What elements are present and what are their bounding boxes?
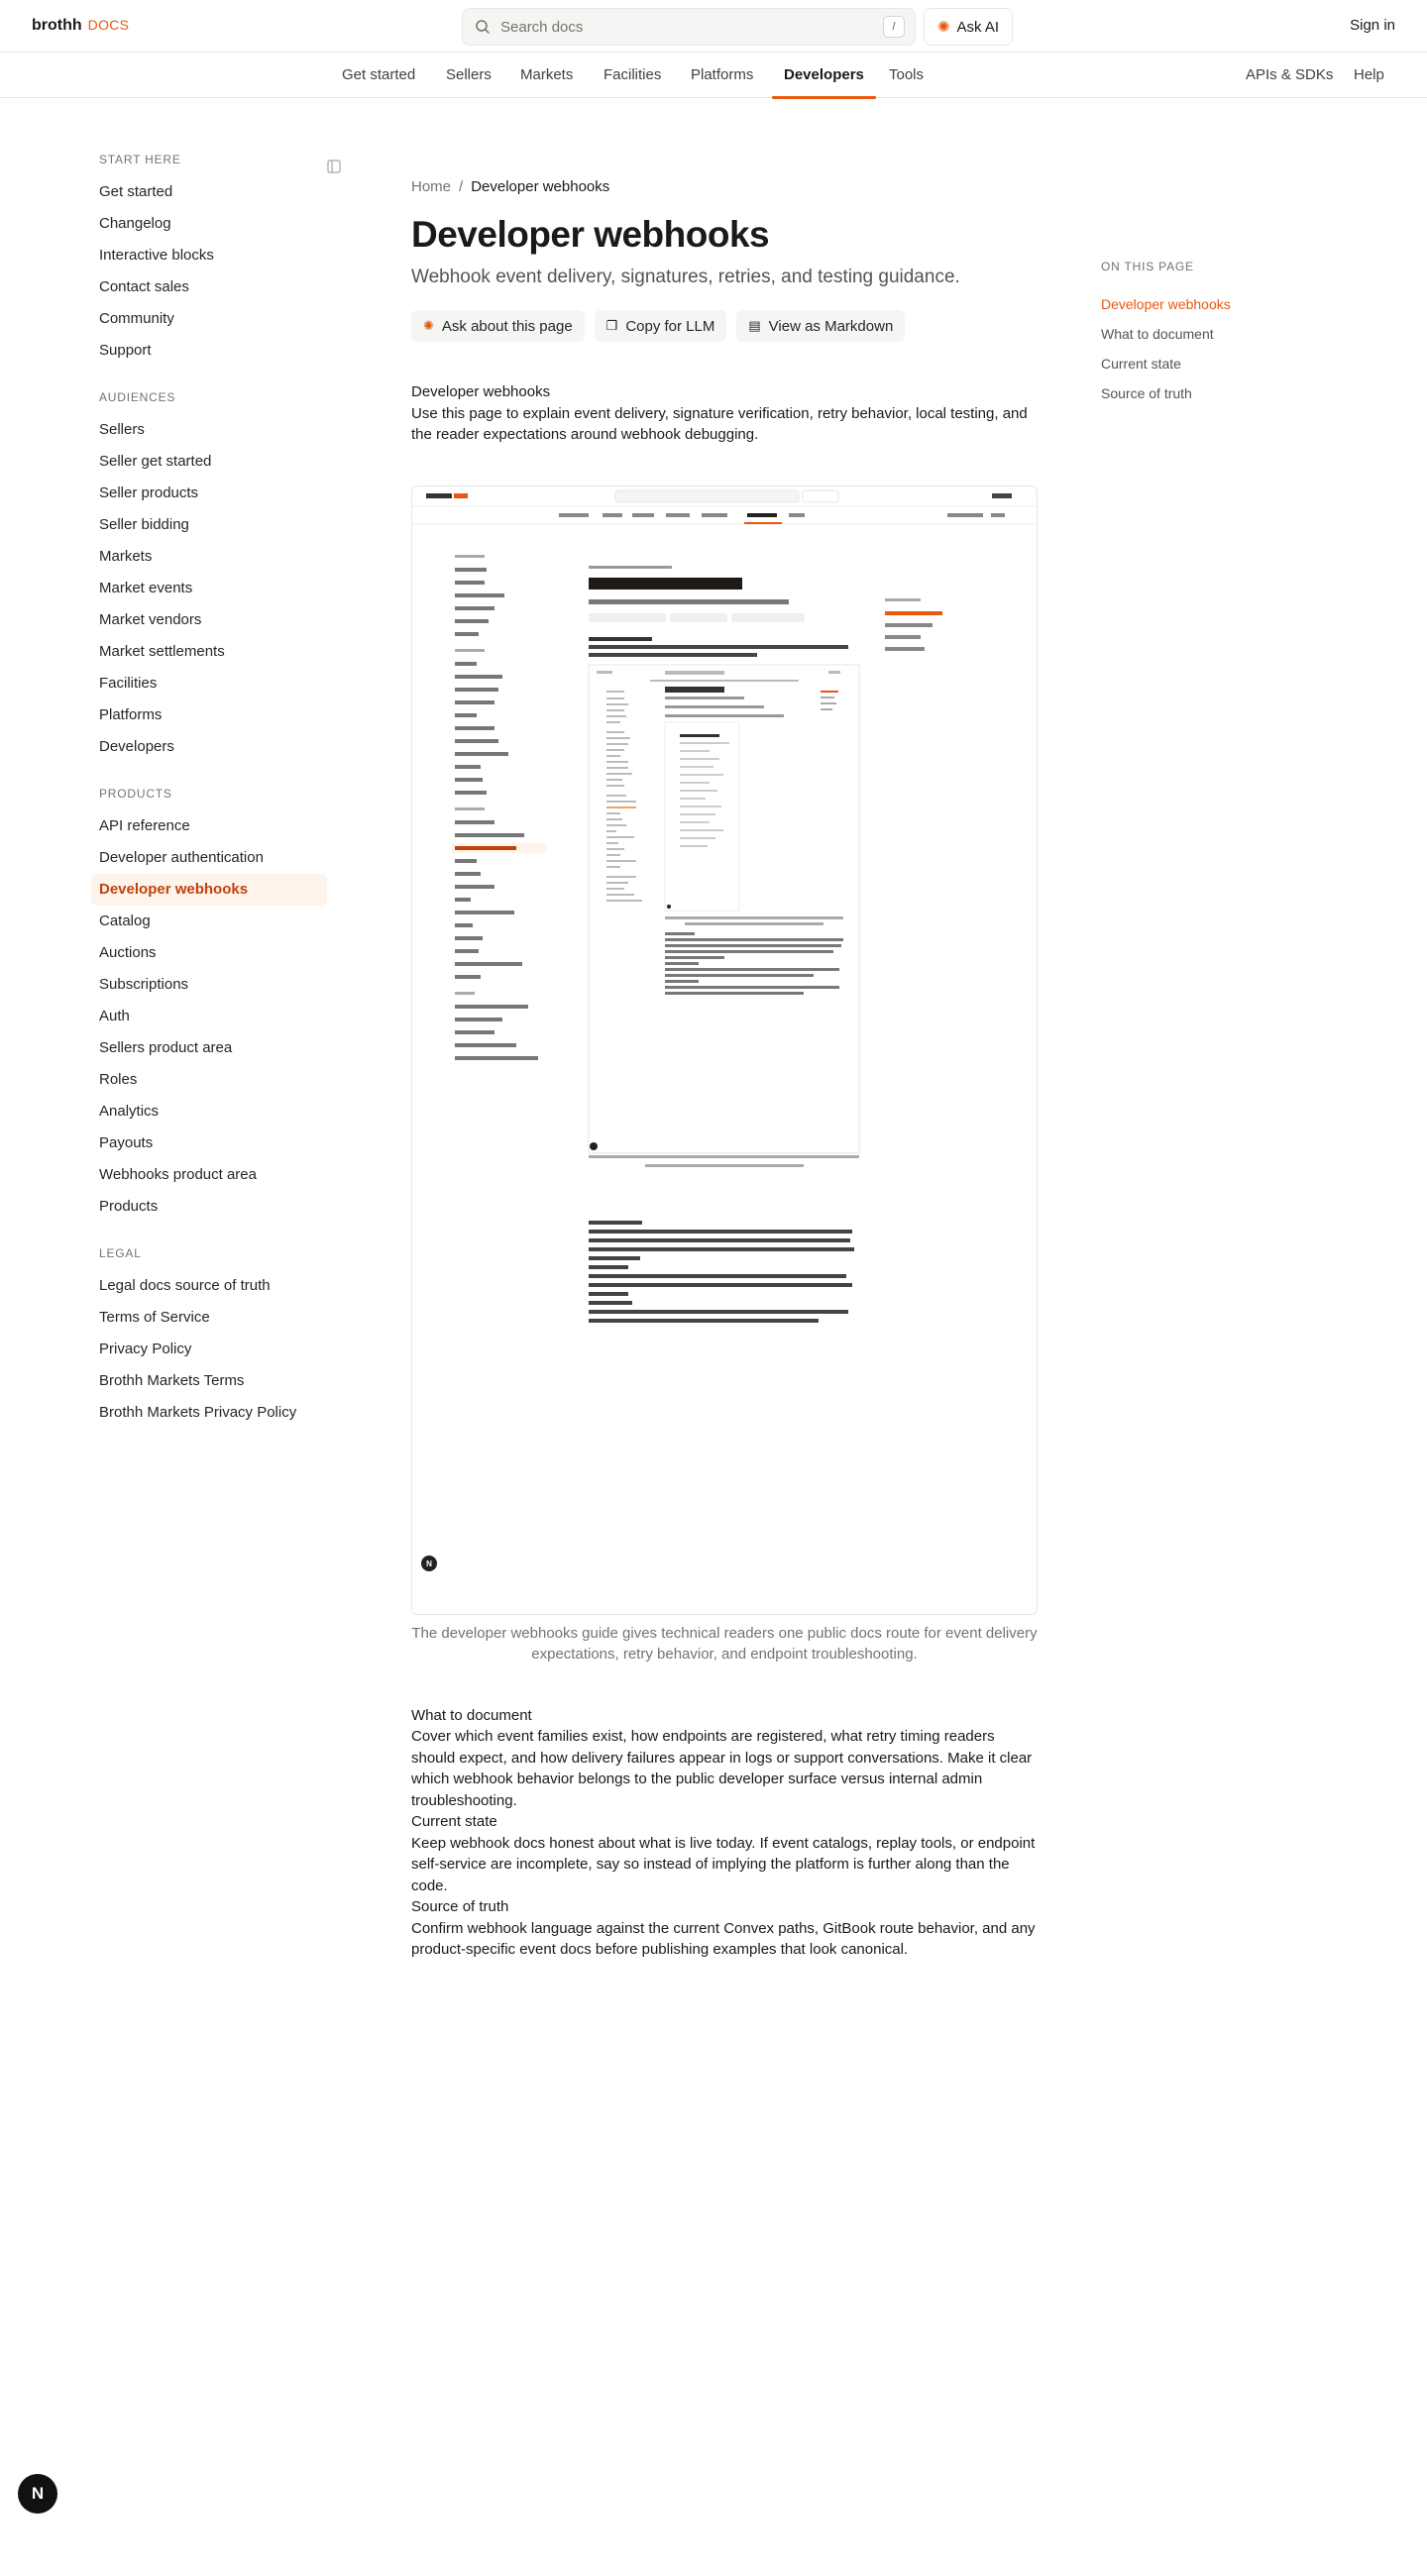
tab-markets[interactable]: Markets — [520, 66, 574, 83]
search-icon — [475, 19, 491, 35]
view-as-markdown-label: View as Markdown — [768, 317, 894, 335]
search-shortcut-key: / — [883, 16, 905, 38]
sidebar-section-title: AUDIENCES — [99, 390, 176, 404]
section-heading-source-of-truth: Source of truth — [411, 1898, 509, 1915]
sidebar-item-auth[interactable]: Auth — [99, 1008, 130, 1024]
section-body-source-of-truth: Confirm webhook language against the current Convex paths, GitBook route behavior, and any product-specific event docs before publishing examples that look canonical. — [411, 1919, 1036, 1958]
intro-block — [411, 381, 1036, 446]
clipboard-icon: ❐ — [605, 318, 618, 333]
page-subtitle: Webhook event delivery, signatures, retries, and testing guidance. — [411, 267, 960, 287]
sidebar-item-roles[interactable]: Roles — [99, 1071, 138, 1088]
copy-for-llm-button[interactable] — [595, 310, 727, 342]
sidebar-item-analytics[interactable]: Analytics — [99, 1103, 160, 1120]
sidebar-section-legal — [91, 1246, 327, 1429]
sidebar-item-market-settlements[interactable]: Market settlements — [99, 643, 225, 660]
sidebar-item-developers[interactable]: Developers — [99, 738, 174, 755]
sidebar-item-changelog[interactable]: Changelog — [99, 215, 171, 232]
intro-body: Use this page to explain event delivery, signature verification, retry behavior, local testing, and the reader expectations around webhook debugging. — [411, 404, 1028, 443]
tab-tools[interactable]: Tools — [889, 66, 925, 83]
breadcrumb-separator: / — [459, 178, 464, 195]
sidebar-item-get-started[interactable]: Get started — [99, 183, 173, 200]
toc-item-source-of-truth[interactable]: Source of truth — [1101, 385, 1192, 401]
sidebar-item-developer-webhooks[interactable]: Developer webhooks — [91, 874, 327, 906]
sidebar-item-seller-bidding[interactable]: Seller bidding — [99, 516, 189, 533]
tab-sellers[interactable]: Sellers — [446, 66, 492, 83]
sidebar-item-seller-get-started[interactable]: Seller get started — [99, 453, 212, 470]
sparkle-icon: ✺ — [423, 318, 434, 333]
screenshot-caption: The developer webhooks guide gives technical readers one public docs route for event delivery expectations, retry behavior, and endpoint troubleshooting. — [411, 1624, 1038, 1663]
sidebar-item-sellers-product-area[interactable]: Sellers product area — [99, 1039, 233, 1056]
brand-tag: DOCS — [87, 17, 130, 33]
page-screenshot-image — [411, 485, 1038, 1615]
sidebar-section-title: START HERE — [99, 153, 181, 166]
view-as-markdown-button[interactable] — [736, 310, 905, 342]
sidebar-item-contact-sales[interactable]: Contact sales — [99, 278, 189, 295]
intro-heading: Developer webhooks — [411, 383, 551, 400]
sidebar-item-developer-authentication[interactable]: Developer authentication — [99, 849, 264, 866]
sidebar-section-title: LEGAL — [99, 1246, 142, 1260]
section-nav — [0, 53, 1427, 98]
table-of-contents — [1101, 260, 1329, 408]
sidebar-item-webhooks-product-area[interactable]: Webhooks product area — [99, 1166, 257, 1183]
sidebar-item-subscriptions[interactable]: Subscriptions — [99, 976, 189, 993]
sidebar-item-markets[interactable]: Markets — [99, 548, 153, 565]
section-body-current-state: Keep webhook docs honest about what is live today. If event catalogs, replay tools, or endpoint self-service are incomplete, say so instead of implying the platform is further along than the code. — [411, 1834, 1036, 1894]
sidebar-item-market-events[interactable]: Market events — [99, 580, 193, 596]
brand-logo[interactable] — [32, 17, 129, 35]
sidebar-item-platforms[interactable]: Platforms — [99, 706, 163, 723]
section-body-what-to-document: Cover which event families exist, how endpoints are registered, what retry timing readers should expect, and how delivery failures appear in logs or support conversations. Make it clear which webhook behavior belongs to the public developer surface versus internal admin troubleshooting. — [411, 1728, 1033, 1809]
tab-developers[interactable]: Developers — [772, 53, 876, 98]
search-box[interactable] — [462, 8, 916, 46]
breadcrumb-current: Developer webhooks — [471, 178, 610, 195]
help-link[interactable]: Help — [1354, 66, 1384, 83]
sidebar-section-start-here — [91, 153, 327, 367]
sidebar — [91, 153, 327, 1452]
sidebar-item-terms-of-service[interactable]: Terms of Service — [99, 1309, 210, 1326]
sidebar-section-products — [91, 787, 327, 1223]
sidebar-item-sellers[interactable]: Sellers — [99, 421, 145, 438]
apis-sdks-link[interactable]: APIs & SDKs — [1246, 66, 1334, 83]
brand-name: brothh — [32, 17, 82, 34]
sidebar-item-privacy-policy[interactable]: Privacy Policy — [99, 1341, 192, 1357]
sidebar-item-interactive-blocks[interactable]: Interactive blocks — [99, 247, 214, 264]
dev-tools-button[interactable]: N — [18, 2474, 57, 2514]
breadcrumb — [411, 178, 1036, 202]
top-bar — [0, 0, 1427, 53]
sidebar-item-auctions[interactable]: Auctions — [99, 944, 157, 961]
breadcrumb-home[interactable]: Home — [411, 178, 452, 195]
toc-item-developer-webhooks[interactable]: Developer webhooks — [1101, 296, 1231, 312]
toc-title: ON THIS PAGE — [1101, 260, 1194, 273]
screenshot-preview-drawing — [412, 486, 1038, 1615]
sidebar-item-api-reference[interactable]: API reference — [99, 817, 190, 834]
sidebar-item-payouts[interactable]: Payouts — [99, 1134, 154, 1151]
sidebar-item-catalog[interactable]: Catalog — [99, 912, 151, 929]
sidebar-item-brothh-markets-terms[interactable]: Brothh Markets Terms — [99, 1372, 245, 1389]
page-title: Developer webhooks — [411, 214, 770, 255]
document-icon: ▤ — [748, 318, 761, 333]
section-heading-current-state: Current state — [411, 1813, 497, 1830]
tab-platforms[interactable]: Platforms — [691, 66, 754, 83]
sidebar-item-market-vendors[interactable]: Market vendors — [99, 611, 202, 628]
preview-fab — [421, 1556, 437, 1571]
sidebar-item-facilities[interactable]: Facilities — [99, 675, 158, 692]
sidebar-section-title: PRODUCTS — [99, 787, 172, 801]
ask-ai-label: Ask AI — [956, 18, 1000, 36]
sidebar-item-community[interactable]: Community — [99, 310, 174, 327]
sidebar-item-support[interactable]: Support — [99, 342, 152, 359]
sidebar-item-products[interactable]: Products — [99, 1198, 159, 1215]
toc-item-current-state[interactable]: Current state — [1101, 356, 1181, 372]
preview-fab-letter: N — [426, 1558, 432, 1568]
ask-about-page-button[interactable] — [411, 310, 585, 342]
search-input[interactable] — [500, 19, 883, 36]
sparkle-icon: ✺ — [936, 19, 950, 36]
ask-about-page-label: Ask about this page — [441, 317, 573, 335]
main-content — [411, 178, 1036, 1961]
sidebar-item-seller-products[interactable]: Seller products — [99, 484, 199, 501]
copy-for-llm-label: Copy for LLM — [625, 317, 715, 335]
sidebar-item-legal-docs-source-of-truth[interactable]: Legal docs source of truth — [99, 1277, 271, 1294]
collapse-sidebar-icon[interactable] — [327, 160, 341, 173]
sign-in-link[interactable]: Sign in — [1350, 17, 1395, 34]
tab-facilities[interactable]: Facilities — [604, 66, 662, 83]
page-actions — [411, 310, 1036, 342]
toc-item-what-to-document[interactable]: What to document — [1101, 326, 1214, 342]
sections-block — [411, 1705, 1036, 1961]
sidebar-section-audiences — [91, 390, 327, 763]
section-heading-what-to-document: What to document — [411, 1706, 532, 1724]
sidebar-item-brothh-markets-privacy-policy[interactable]: Brothh Markets Privacy Policy — [99, 1404, 297, 1421]
tab-get-started[interactable]: Get started — [342, 66, 416, 83]
ask-ai-button[interactable] — [924, 8, 1013, 46]
